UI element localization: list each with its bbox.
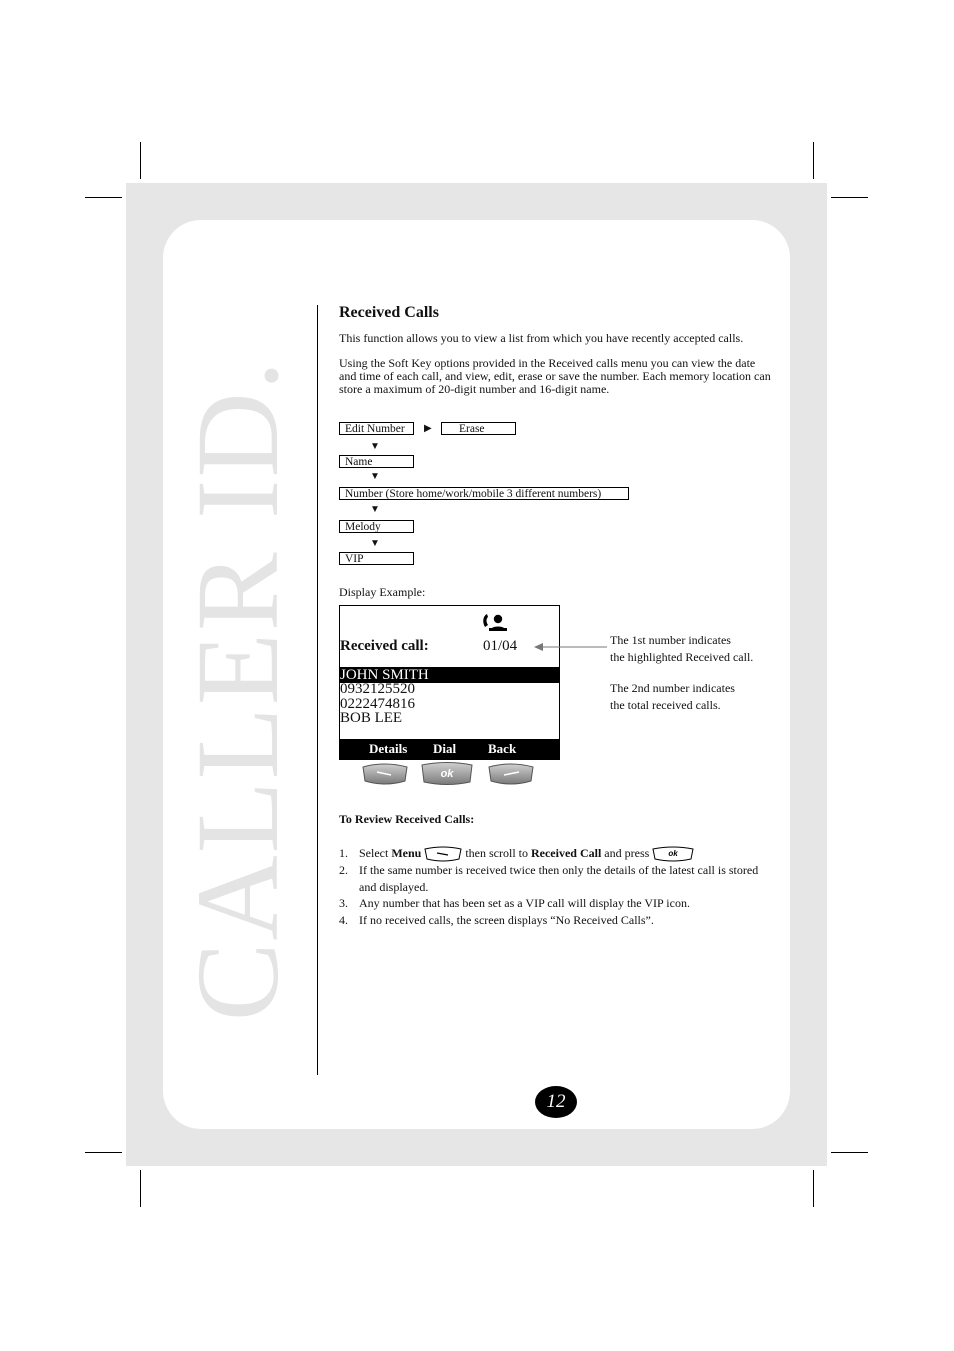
softkey-dial: Dial (433, 741, 457, 756)
menu-melody: Melody (339, 520, 414, 533)
crop-mark (813, 142, 814, 179)
description-paragraph: Using the Soft Key options provided in the Received calls menu you can view the date and time of each call, and view, edit, erase or save the number. Each memory location can store a maximum of 20-digit number and 16-digit name. (339, 356, 771, 396)
display-header-label: Received call: (340, 638, 429, 654)
received-call-icon (481, 612, 509, 632)
list-item: 3. Any number that has been set as a VIP call will display the VIP icon. (339, 896, 690, 911)
list-item: 1. Select Menu then scroll to Received Call and press ok (339, 845, 771, 862)
down-arrow-icon: ▼ (370, 538, 380, 549)
crop-mark (140, 1170, 141, 1207)
review-heading: To Review Received Calls: (339, 812, 475, 826)
margin-rule (317, 305, 318, 1075)
right-softkey-button[interactable] (487, 763, 535, 785)
display-entry: BOB LEE (340, 710, 403, 726)
menu-erase: Erase (441, 422, 516, 435)
svg-text:ok: ok (668, 849, 678, 859)
display-counter: 01/04 (483, 638, 518, 654)
left-softkey-button[interactable] (361, 763, 409, 785)
pointer-arrow (533, 642, 607, 652)
review-steps (339, 845, 771, 928)
phone-display (339, 605, 560, 760)
down-arrow-icon: ▼ (370, 504, 380, 515)
section-watermark: CALLER ID. (172, 358, 303, 1022)
crop-mark (85, 1152, 122, 1153)
crop-mark (831, 1152, 868, 1153)
note-second-number: The 2nd number indicates the total received calls. (610, 681, 735, 712)
crop-mark (831, 197, 868, 198)
crop-mark (85, 197, 122, 198)
down-arrow-icon: ▼ (370, 441, 380, 452)
crop-mark (813, 1170, 814, 1207)
ok-button[interactable] (419, 761, 475, 787)
ok-key-icon (652, 846, 694, 862)
display-example-label: Display Example: (339, 585, 426, 599)
intro-paragraph: This function allows you to view a list from which you have recently accepted calls. (339, 331, 744, 345)
menu-vip: VIP (339, 552, 414, 565)
down-arrow-icon: ▼ (370, 471, 380, 482)
page-number: 12 (535, 1086, 577, 1118)
right-arrow-icon: ▶ (424, 423, 432, 434)
page-title: Received Calls (339, 304, 439, 321)
display-entry: 0222474816 (340, 696, 415, 712)
menu-key-icon (424, 846, 462, 862)
list-item: 4. If no received calls, the screen displays “No Received Calls”. (339, 912, 654, 927)
menu-name: Name (339, 455, 414, 468)
softkey-details: Details (369, 741, 408, 756)
softkey-back: Back (488, 741, 517, 756)
note-first-number: The 1st number indicates the highlighted Received call. (610, 633, 754, 664)
list-item: 2. If the same number is received twice then only the details of the latest call is stored and displayed. (339, 863, 759, 894)
ok-key-label: ok (440, 768, 454, 780)
menu-edit-number: Edit Number (339, 422, 414, 435)
crop-mark (140, 142, 141, 179)
softkey-bar (340, 739, 559, 759)
display-entry: 0932125520 (340, 681, 415, 697)
menu-number: Number (Store home/work/mobile 3 different numbers) (339, 487, 629, 500)
display-entry-highlighted: JOHN SMITH (340, 667, 429, 683)
